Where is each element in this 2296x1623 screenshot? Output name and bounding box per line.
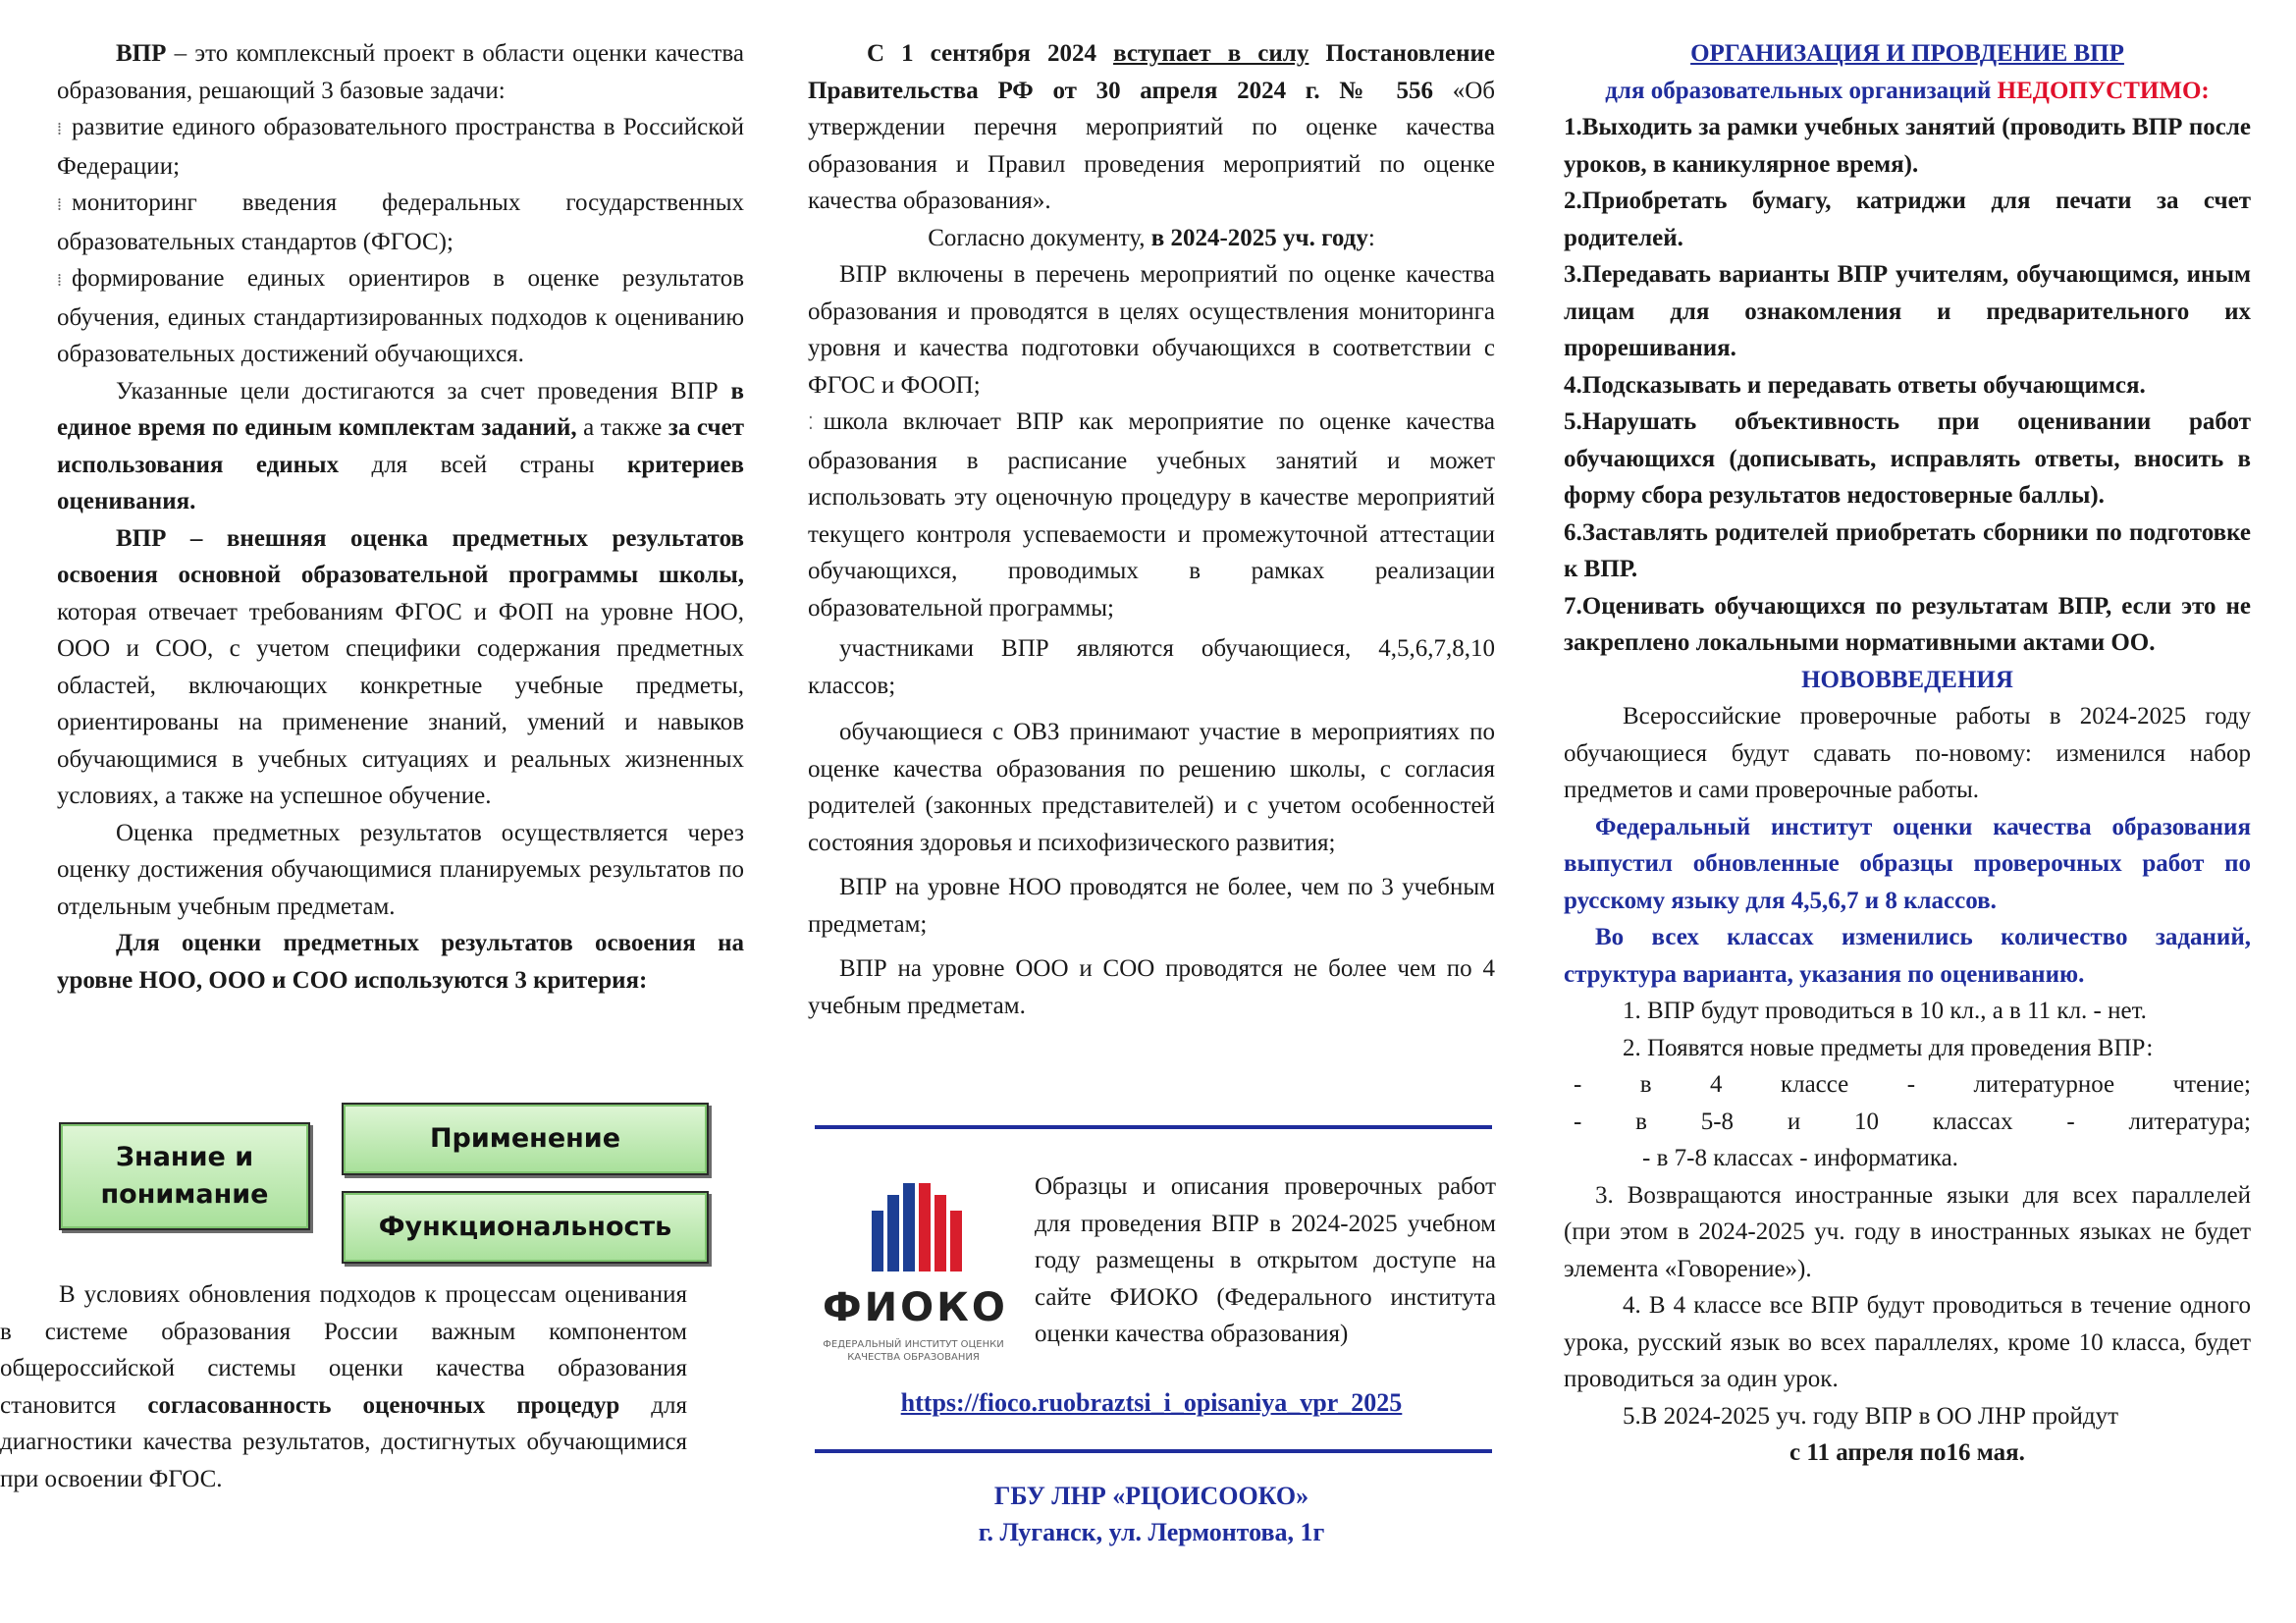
rule-item: 2.Приобретать бумагу, катриджи для печати за счет родителей.	[1564, 188, 2251, 251]
news-item: 5.В 2024-2025 уч. году ВПР в ОО ЛНР пройдут	[1623, 1402, 2119, 1430]
criterion-application-box: Применение	[342, 1103, 709, 1175]
subject-item: - в 5-8 и 10 классах - литература;	[1574, 1108, 2251, 1135]
provision-item: участниками ВПР являются обучающиеся, 4,5,6,7,8,10 классов;	[808, 635, 1495, 699]
provision-item: обучающиеся с ОВЗ принимают участие в мероприятиях по оценке качества образования по решению школы, с согласия родителей (законных представителей) и с учетом особенностей состояния здоровья и психофизического развития;	[808, 719, 1495, 856]
column-right	[1564, 35, 2251, 1472]
goals-paragraph: Указанные цели достигаются за счет проведения ВПР в единое время по единым комплектам заданий, а также за счет использования единых для всей страны критериев оценивания.	[57, 377, 745, 514]
rule-item: 3.Передавать варианты ВПР учителям, обучающимся, иным лицам для ознакомления и предварительного их прорешивания.	[1564, 261, 2251, 361]
rule-item: 5.Нарушать объективность при оценивании работ обучающихся (дописывать, исправлять ответы, вносить в форму сбора результатов недостоверные баллы).	[1564, 408, 2251, 509]
fioko-logo-icon	[823, 1183, 1008, 1375]
column-middle	[808, 35, 1495, 1024]
subject-item: - в 4 классе - литературное чтение;	[1574, 1071, 2251, 1098]
news-item: 4. В 4 классе все ВПР будут проводиться в течение одного урока, русский язык во всех параллелях, кроме 10 класса, будет проводиться за один урок.	[1564, 1292, 2251, 1392]
divider-line	[815, 1449, 1492, 1453]
section-subtitle: для образовательных организаций НЕДОПУСТИМО:	[1605, 77, 2210, 104]
task-item: ⁞ развитие единого образовательного пространства в Российской Федерации;	[57, 114, 744, 180]
assessment-paragraph: Оценка предметных результатов осуществляется через оценку достижения обучающимися планируемых результатов по отдельным учебным предметам.	[57, 819, 744, 920]
divider-line	[815, 1125, 1492, 1129]
vpr-dates: с 11 апреля по16 мая.	[1789, 1439, 2025, 1466]
rule-item: 4.Подсказывать и передавать ответы обучающимся.	[1564, 371, 2146, 399]
provision-item: ⁚ школа включает ВПР как мероприятие по оценке качества образования в расписание учебных занятий и может использовать эту оценочную процедуру в качестве мероприятий текущего контроля успеваемости и промежуточной аттестации обучающихся, проводимых в рамках реализации образовательной программы;	[808, 408, 1495, 622]
news-paragraph: Всероссийские проверочные работы в 2024-2025 году обучающиеся будут сдавать по-новому: изменился набор предметов и сами проверочные работы.	[1564, 703, 2251, 803]
organization-address: г. Луганск, ул. Лермонтова, 1г	[978, 1518, 1325, 1546]
news-title: НОВОВВЕДЕНИЯ	[1801, 666, 2013, 693]
external-assessment-paragraph: ВПР – внешняя оценка предметных результатов освоения основной образовательной программы школы, которая отвечает требованиям ФГОС и ФОП на уровне НОО, ООО и СОО, с учетом специфики содержания предметных областей, включающих конкретные учебные предметы, ориентированы на применение знаний, умений и навыков обучающимися в учебных ситуациях и реальных жизненных условиях, а также на успешное обучение.	[57, 524, 744, 809]
logo-bars	[872, 1183, 965, 1271]
task-item: ⁞ мониторинг введения федеральных государственных образовательных стандартов (ФГОС);	[57, 189, 744, 255]
news-paragraph-institute: Федеральный институт оценки качества образования выпустил обновленные образцы проверочных работ по русскому языку для 4,5,6,7 и 8 классов.	[1564, 813, 2251, 914]
subject-item: - в 7-8 классах - информатика.	[1642, 1145, 1958, 1171]
organization-name: ГБУ ЛНР «РЦОИСООКО»	[993, 1482, 1309, 1510]
criteria-intro: Для оценки предметных результатов освоения на уровне НОО, ООО и СОО используются 3 критерия:	[57, 930, 744, 994]
fioco-link[interactable]: https://fioco.ruobraztsi_i_opisaniya_vpr_2025	[900, 1388, 1403, 1417]
decree-paragraph: С 1 сентября 2024 вступает в силу Постановление Правительства РФ от 30 апреля 2024 г. № 556 «Об утверждении перечня мероприятий по оценке качества образования и Правил проведения мероприятий по оценке качества образования».	[808, 40, 1495, 214]
provision-item: ВПР включены в перечень мероприятий по оценке качества образования и проводятся в целях осуществления мониторинга уровня и качества подготовки обучающихся в соответствии с ФГОС и ФООП;	[808, 261, 1495, 399]
provision-item: ВПР на уровне ООО и СОО проводятся не более чем по 4 учебным предметам.	[808, 955, 1495, 1019]
rule-item: 1.Выходить за рамки учебных занятий (проводить ВПР после уроков, в каникулярное время).	[1564, 114, 2251, 178]
provision-item: ВПР на уровне НОО проводятся не более, чем по 3 учебным предметам;	[808, 874, 1495, 938]
criterion-knowledge-box: Знание и понимание	[59, 1122, 310, 1230]
news-item: 2. Появятся новые предметы для проведения ВПР:	[1623, 1034, 2154, 1061]
consistency-paragraph: В условиях обновления подходов к процессам оценивания в системе образования России важным компонентом общероссийской системы оценки качества образования становится согласованность оценочных процедур для диагностики качества результатов, достигнутых обучающимися при освоении ФГОС.	[0, 1281, 687, 1492]
logo-subtitle: ФЕДЕРАЛЬНЫЙ ИНСТИТУТ ОЦЕНКИ КАЧЕСТВА ОБРАЗОВАНИЯ	[823, 1339, 1004, 1363]
rule-item: 7.Оценивать обучающихся по результатам ВПР, если это не закреплено локальными нормативными актами ОО.	[1564, 592, 2251, 656]
according-paragraph: Согласно документу, в 2024-2025 уч. году:	[928, 224, 1375, 251]
column-left-bottom	[0, 1276, 687, 1497]
news-paragraph-changes: Во всех классах изменились количество заданий, структура варианта, указания по оцениванию.	[1564, 924, 2251, 988]
column-left	[57, 35, 744, 999]
organization-block	[808, 1478, 1495, 1550]
section-title: ОРГАНИЗАЦИЯ И ПРОВДЕНИЕ ВПР	[1690, 40, 2124, 67]
rule-item: 6.Заставлять родителей приобретать сборники по подготовке к ВПР.	[1564, 518, 2251, 582]
news-item: 1. ВПР будут проводиться в 10 кл., а в 11 кл. - нет.	[1623, 998, 2147, 1024]
criterion-functionality-box: Функциональность	[342, 1191, 709, 1264]
task-item: ⁞ формирование единых ориентиров в оценке результатов обучения, единых стандартизированных подходов к оцениванию образовательных достижений обучающихся.	[57, 265, 744, 367]
samples-paragraph: Образцы и описания проверочных работ для проведения ВПР в 2024-2025 учебном году размещены в открытом доступе на сайте ФИОКО (Федерального института оценки качества образования)	[1035, 1173, 1496, 1347]
vpr-definition: ВПР – это комплексный проект в области оценки качества образования, решающий 3 базовые задачи:	[57, 40, 744, 104]
news-item: 3. Возвращаются иностранные языки для всех параллелей (при этом в 2024-2025 уч. году в иностранных языках не будет элемента «Говорение»).	[1564, 1181, 2251, 1282]
logo-wordmark: ФИОКО	[823, 1285, 1008, 1330]
